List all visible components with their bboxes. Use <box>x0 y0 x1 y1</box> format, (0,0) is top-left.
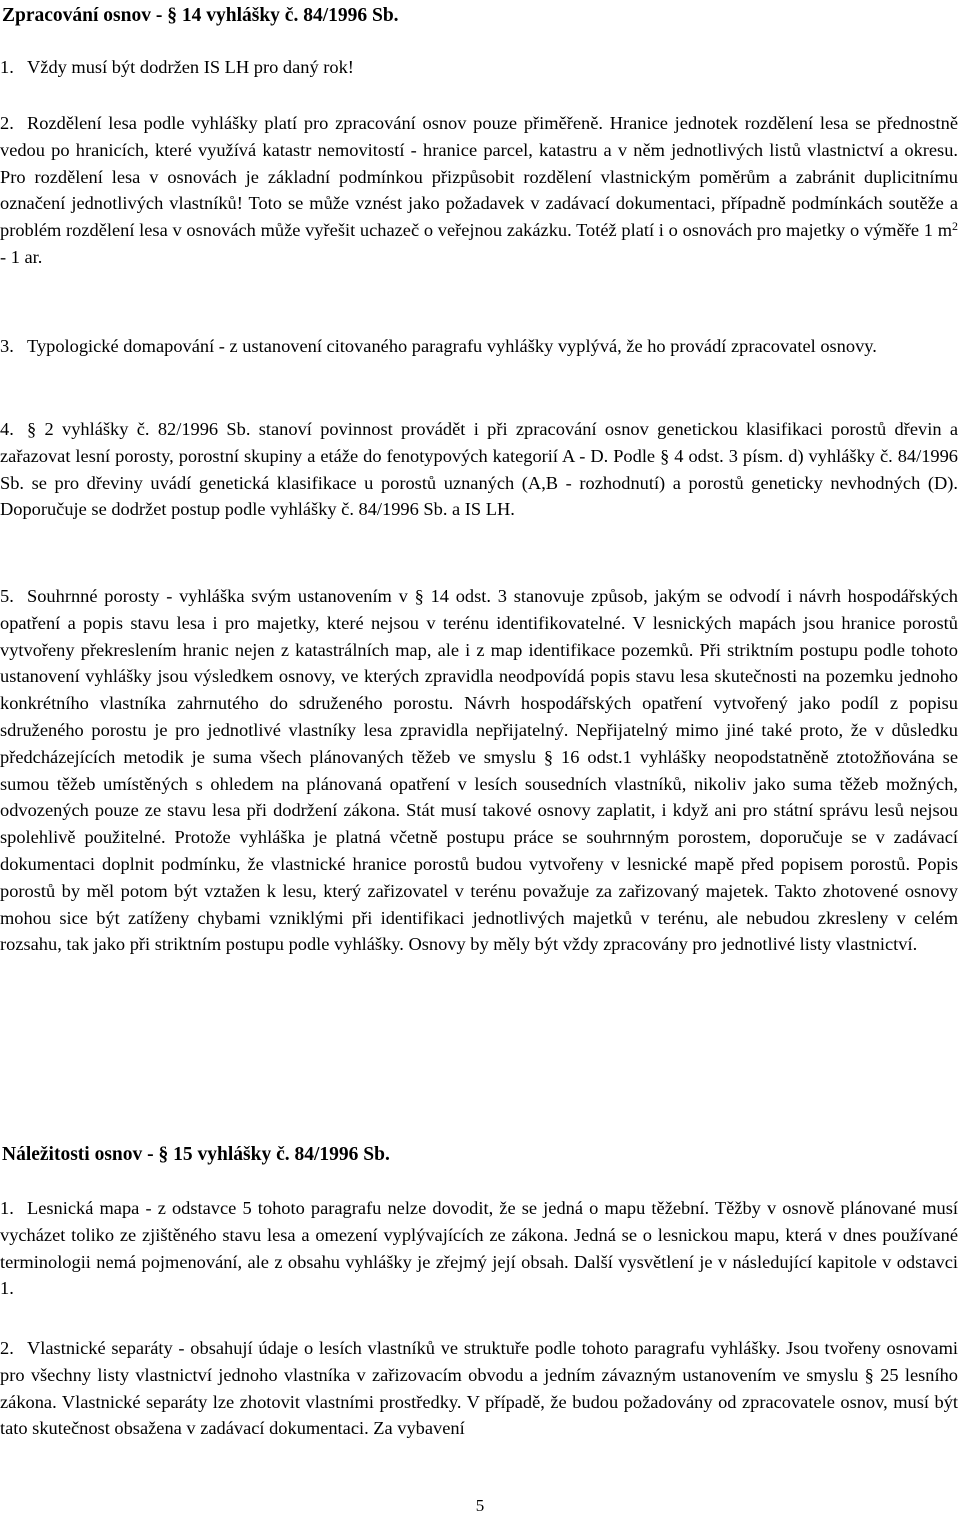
item-2 <box>0 110 958 271</box>
item-number: 2. <box>0 113 14 133</box>
item-2 <box>0 1335 958 1442</box>
item-text: Vždy musí být dodržen IS LH pro daný rok! <box>27 57 354 77</box>
item-5 <box>0 583 958 958</box>
section-heading-14: Zpracování osnov - § 14 vyhlášky č. 84/1996 Sb. <box>2 5 399 26</box>
item-text: Lesnická mapa - z odstavce 5 tohoto paragrafu nelze dovodit, že se jedná o mapu těžební. Těžby v osnově plánované musí vycházet toliko ze zjištěného stavu lesa a omezení vyplývajících ze zákona. Jedná se o lesnickou mapu, která v dnes používané terminologii nemá pojmenování, ale z obsahu vyhlášky je zřejmý její obsah. Další vysvětlení je v následující kapitole v odstavci 1. <box>0 1198 958 1299</box>
item-number: 3. <box>0 336 14 356</box>
item-number: 2. <box>0 1338 14 1358</box>
page-number: 5 <box>475 1496 485 1515</box>
item-1 <box>0 1195 958 1302</box>
item-text: Vlastnické separáty - obsahují údaje o lesích vlastníků ve struktuře podle tohoto paragrafu vyhlášky. Jsou tvořeny osnovami pro všechny listy vlastnictví jednoho vlastníka v zařizovacím obvodu a jedním závazným ustanovením ve smyslu § 25 lesního zákona. Vlastnické separáty lze zhotovit vlastními prostředky. V případě, že budou požadovány od zpracovatele osnov, musí být tato skutečnost obsažena v zadávací dokumentaci. Za vybavení <box>0 1338 958 1439</box>
item-1 <box>0 54 958 81</box>
item-text: § 2 vyhlášky č. 82/1996 Sb. stanoví povinnost provádět i při zpracování osnov genetickou klasifikaci porostů dřevin a zařazovat lesní porosty, porostní skupiny a etáže do fenotypových kategorií A - D. Podle § 4 odst. 3 písm. d) vyhlášky č. 84/1996 Sb. se pro dřeviny uvádí genetická klasifikace u porostů uznaných (A,B - rozhodnutí) a porostů geneticky nevhodných (D). Doporučuje se dodržet postup podle vyhlášky č. 84/1996 Sb. a IS LH. <box>0 419 958 520</box>
section-heading-15: Náležitosti osnov - § 15 vyhlášky č. 84/1996 Sb. <box>2 1144 390 1165</box>
item-number: 4. <box>0 419 14 439</box>
item-4 <box>0 416 958 523</box>
item-number: 1. <box>0 57 14 77</box>
superscript: 2 <box>952 219 958 234</box>
item-text: Rozdělení lesa podle vyhlášky platí pro zpracování osnov pouze přiměřeně. Hranice jednotek rozdělení lesa se přednostně vedou po hranicích, které využívá katastr nemovitostí - hranice parcel, katastru a v něm jednotlivých listů vlastnictví a okresu. Pro rozdělení lesa v osnovách je základní podmínkou přizpůsobit rozdělení vlastnickým poměrům a zabránit duplicitnímu označení jednotlivých vlastníků! Toto se může vznést jako požadavek v zadávací dokumentaci, případně podmínkách soutěže a problém rozdělení lesa v osnovách může vyřešit uchazeč o veřejnou zakázku. Totéž platí i o osnovách pro majetky o výměře 1 m <box>0 113 958 241</box>
item-number: 5. <box>0 586 14 606</box>
item-text-tail: - 1 ar. <box>0 246 43 267</box>
item-text: Typologické domapování - z ustanovení citovaného paragrafu vyhlášky vyplývá, že ho provádí zpracovatel osnovy. <box>27 336 877 356</box>
item-text: Souhrnné porosty - vyhláška svým ustanovením v § 14 odst. 3 stanovuje způsob, jakým se odvodí i návrh hospodářských opatření a popis stavu lesa i pro majetky, které nejsou v terénu identifikovatelné. V lesnických mapách jsou hranice porostů vytvořeny překreslením hranic nejen z katastrálních map, ale i z map identifikace pozemků. Při striktním postupu podle tohoto ustanovení vyhlášky jsou výsledkem osnovy, ve kterých zpravidla neodpovídá popis stavu lesa skutečnosti na pozemku jednoho konkrétního vlastníka zahrnutého do sdruženého porostu. Návrh hospodářských opatření vytvořený jako podíl z popisu sdruženého porostu je pro jednotlivé vlastníky lesa zpravidla nepřijatelný. Nepřijatelný mimo jiné také proto, že v důsledku předcházejících metodik je suma všech plánovaných těžeb ve smyslu § 16 odst.1 vyhlášky neopodstatněně ztotožňována se sumou těžeb umístěných s ohledem na plánovaná opatření v lesích sousedních vlastníků, nikoliv jako suma těžeb možných, odvozených pouze ze stavu lesa při dodržení zákona. Stát musí takové osnovy zaplatit, i když ani pro státní správu lesů nejsou spolehlivě použitelné. Protože vyhláška je platná včetně postupu práce se souhrnným porostem, doporučuje se v zadávací dokumentaci doplnit podmínku, že vlastnické hranice porostů budou vytvořeny v lesnické mapě před popisem porostů. Popis porostů by měl potom být vztažen k lesu, který zařizovatel v terénu považuje za zařizovaný majetek. Takto zhotovené osnovy mohou sice být zatíženy chybami vzniklými při identifikaci jednotlivých majetků v terénu, ale nebudou zkresleny v celém rozsahu, tak jako při striktním postupu podle vyhlášky. Osnovy by měly být vždy zpracovány pro jednotlivé listy vlastnictví. <box>0 586 958 955</box>
item-number: 1. <box>0 1198 14 1218</box>
item-3 <box>0 333 958 360</box>
